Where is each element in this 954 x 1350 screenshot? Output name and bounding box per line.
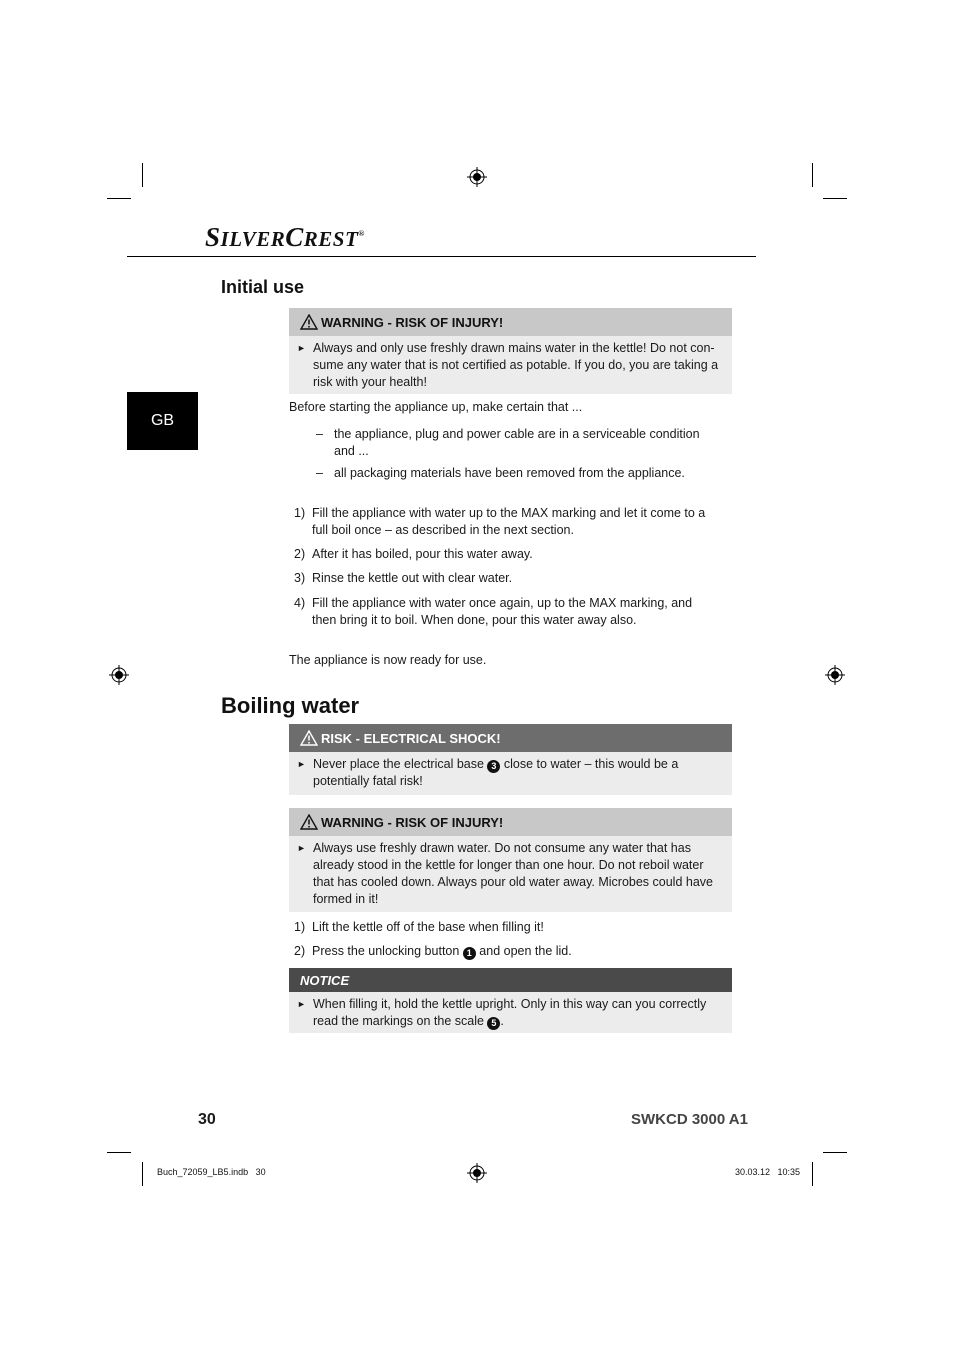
page-number: 30 <box>198 1111 216 1128</box>
crop-mark <box>823 198 847 199</box>
step-item: 1) Lift the kettle off of the base when filling it! <box>294 920 544 934</box>
step-item: 4) Fill the appliance with water once again, up to the MAX marking, and then bring it to boil. When done, pour this water away also. <box>294 596 693 627</box>
crop-mark <box>107 198 131 199</box>
bullet-arrow-icon: ► <box>297 999 306 1009</box>
intro-text: Before starting the appliance up, make certain that ... <box>289 400 583 414</box>
header-rule <box>127 256 756 257</box>
registration-mark-icon <box>467 1163 487 1183</box>
warning-triangle-icon <box>300 314 318 330</box>
warning-box-title: WARNING - RISK OF INJURY! <box>289 308 732 336</box>
warning-box-injury <box>289 808 732 912</box>
model-number: SWKCD 3000 A1 <box>631 1111 748 1128</box>
print-timestamp: 30.03.12 10:35 <box>735 1167 801 1177</box>
section-heading-boiling-water: Boiling water <box>221 693 360 718</box>
condition-item: – all packaging materials have been removed from the appliance. <box>316 466 685 480</box>
outro-text: The appliance is now ready for use. <box>289 653 487 667</box>
language-tab: GB <box>127 392 198 450</box>
warning-triangle-icon <box>300 730 318 746</box>
section-heading-initial-use: Initial use <box>221 277 305 297</box>
warning-text: Always and only use freshly drawn mains water in the kettle! Do not con-sume any water that is not certified as potable. If you do, you are taking a risk with your health! <box>313 341 719 389</box>
warning-triangle-icon <box>300 814 318 830</box>
registration-mark-icon <box>825 665 845 685</box>
crop-mark <box>107 1152 131 1153</box>
warning-box-title: WARNING - RISK OF INJURY! <box>289 808 732 836</box>
registration-mark-icon <box>467 167 487 187</box>
callout-number-icon: 1 <box>463 947 476 960</box>
risk-text: Never place the electrical base 3 close to water – this would be a potentially fatal risk! <box>313 757 679 788</box>
crop-mark <box>823 1152 847 1153</box>
brand-logo: SILVERCREST® <box>205 222 365 252</box>
registration-mark-icon <box>109 665 129 685</box>
crop-mark <box>142 163 143 187</box>
bullet-arrow-icon: ► <box>297 759 306 769</box>
callout-number-icon: 3 <box>487 760 500 773</box>
crop-mark <box>812 1162 813 1186</box>
print-file-name: Buch_72059_LB5.indb 30 <box>157 1167 266 1177</box>
notice-box-title: NOTICE <box>289 968 732 992</box>
risk-box-electrical-shock <box>289 724 732 795</box>
risk-box-title: RISK - ELECTRICAL SHOCK! <box>289 724 732 752</box>
warning-box-injury <box>289 308 732 394</box>
callout-number-icon: 5 <box>487 1017 500 1030</box>
bullet-arrow-icon: ► <box>297 343 306 353</box>
notice-box <box>289 968 732 1033</box>
step-item: 2) Press the unlocking button 1 and open the lid. <box>294 944 572 958</box>
step-item: 3) Rinse the kettle out with clear water. <box>294 571 513 585</box>
notice-text: When filling it, hold the kettle upright. Only in this way can you correctly read the markings on the scale 5 . <box>313 997 707 1028</box>
step-item: 2) After it has boiled, pour this water away. <box>294 547 533 561</box>
crop-mark <box>142 1162 143 1186</box>
crop-mark <box>812 163 813 187</box>
warning-text: Always use freshly drawn water. Do not consume any water that has already stood in the kettle for longer than one hour. Do not reboil water that has cooled down. Always pour old water away. Microbes could have formed in it! <box>313 841 713 906</box>
step-item: 1) Fill the appliance with water up to the MAX marking and let it come to a full boil once – as described in the next section. <box>294 506 706 537</box>
condition-item: – the appliance, plug and power cable are in a serviceable condition and ... <box>316 427 700 458</box>
bullet-arrow-icon: ► <box>297 843 306 853</box>
